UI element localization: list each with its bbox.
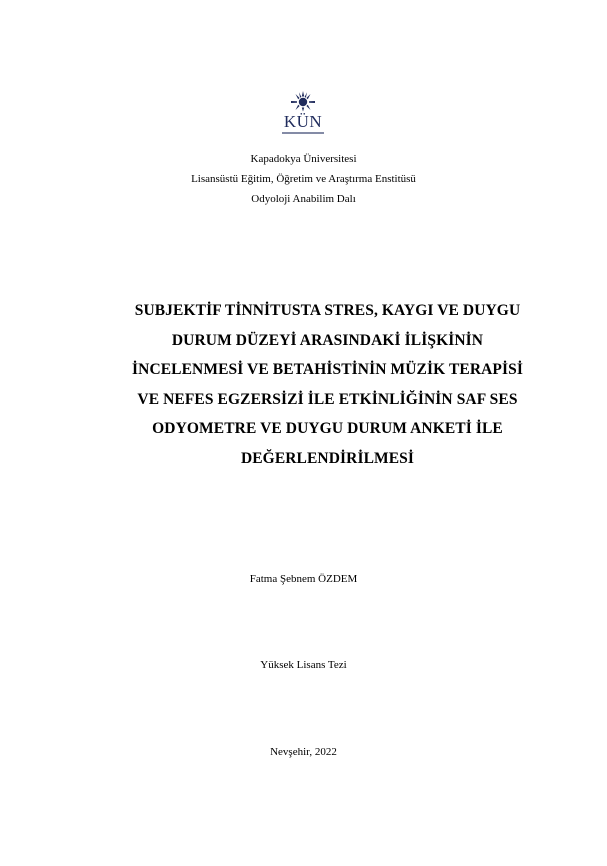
university-logo xyxy=(279,90,327,134)
thesis-title-line: İNCELENMESİ VE BETAHİSTİNİN MÜZİK TERAPİSİ xyxy=(132,361,523,379)
thesis-title-line: DEĞERLENDİRİLMESİ xyxy=(240,449,415,467)
logo-wordmark: KÜN xyxy=(283,112,323,131)
logo-underline xyxy=(282,132,324,134)
thesis-title-line: DURUM DÜZEYİ ARASINDAKİ İLİŞKİNİN xyxy=(171,331,484,349)
institute-name: Lisansüstü Eğitim, Öğretim ve Araştırma Enstitüsü xyxy=(191,173,416,185)
thesis-title-line: VE NEFES EGZERSİZİ İLE ETKİNLİĞİNİN SAF SES xyxy=(137,390,518,408)
university-emblem-icon xyxy=(290,90,316,112)
thesis-type: Yüksek Lisans Tezi xyxy=(260,659,347,671)
place-and-date: Nevşehir, 2022 xyxy=(270,746,337,758)
author-name: Fatma Şebnem ÖZDEM xyxy=(249,573,358,585)
thesis-title-line: ODYOMETRE VE DUYGU DURUM ANKETİ İLE xyxy=(152,420,503,438)
thesis-title-line: SUBJEKTİF TİNNİTUSTA STRES, KAYGI VE DUYGU xyxy=(134,302,521,319)
department-name: Odyoloji Anabilim Dalı xyxy=(251,193,356,205)
university-name: Kapadokya Üniversitesi xyxy=(250,153,357,165)
thesis-title xyxy=(100,296,555,474)
institution-block xyxy=(0,149,607,209)
